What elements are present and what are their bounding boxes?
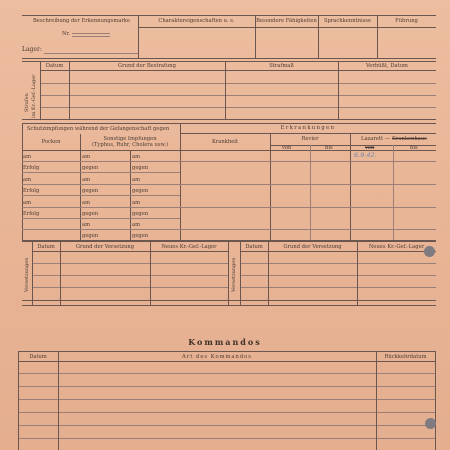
impf-row-line-4 xyxy=(22,195,180,196)
erkr-col-2 xyxy=(350,133,351,241)
impf-col-3 xyxy=(180,123,181,241)
impf-row-line-5 xyxy=(22,207,436,208)
impf-r3-b: gegen xyxy=(82,188,99,194)
impf-r4-c: am xyxy=(132,200,141,206)
impf-r4-b: am xyxy=(82,200,91,206)
strafen-h-strafmass: Strafmaß xyxy=(269,63,294,69)
vers-l-h-grund: Grund der Versetzung xyxy=(75,244,135,250)
strafen-col-2 xyxy=(225,61,226,120)
vers-r-h-datum: Datum xyxy=(245,244,263,250)
vers-l-row-3 xyxy=(32,287,228,288)
impf-r6-c: am xyxy=(132,222,141,228)
vers-r-col-2 xyxy=(357,241,358,305)
impf-header: Schutzimpfungen während der Gefangenschaft gegen xyxy=(27,126,170,132)
header-charakter: Charaktereigenschaften u. s. xyxy=(158,18,235,24)
vers-side-label-left: Versetzungen xyxy=(24,257,30,292)
erkr-revier: Revier xyxy=(301,136,319,142)
vers-l-col-2 xyxy=(150,241,151,305)
strafen-h-grund: Grund der Bestrafung xyxy=(118,63,176,69)
komm-col-0 xyxy=(18,351,19,450)
vers-l-col-1 xyxy=(60,241,61,305)
strafen-side-label-2: im Kr.-Gef.-Lager xyxy=(31,74,37,118)
vers-bottom-2 xyxy=(22,305,436,306)
vers-r-col-0 xyxy=(240,241,241,305)
impf-col-pocken: Pocken xyxy=(41,139,61,145)
komm-h-datum: Datum xyxy=(29,354,47,360)
impf-r5-b: gegen xyxy=(82,211,99,217)
impf-top xyxy=(22,123,436,124)
komm-row-2 xyxy=(18,386,436,387)
nr-line-2 xyxy=(72,36,110,37)
erkr-header: Erkrankungen xyxy=(280,125,336,131)
vers-r-row-2 xyxy=(240,275,436,276)
impf-r2-b: am xyxy=(82,177,91,183)
lazarett-mid xyxy=(393,145,394,241)
impf-r0-a: am xyxy=(23,154,32,160)
impf-r0-b: am xyxy=(82,154,91,160)
vers-r-row-1 xyxy=(240,263,436,264)
impf-r7-c: gegen xyxy=(132,233,149,239)
strafen-col-3 xyxy=(338,61,339,120)
header-sprach: Sprachkenntnisse xyxy=(323,18,372,24)
punch-hole-upper xyxy=(424,246,435,257)
strafen-row-3 xyxy=(40,107,436,108)
label-nr: Nr. xyxy=(62,31,71,37)
impf-r3-c: gegen xyxy=(132,188,149,194)
impf-r1-b: gegen xyxy=(82,165,99,171)
vers-right-header-line xyxy=(240,251,436,252)
komm-col-1 xyxy=(58,351,59,450)
impf-row-line-7 xyxy=(22,229,436,230)
top-header-line xyxy=(138,27,436,28)
erkr-lazarett-von: von xyxy=(365,145,375,151)
komm-row-6 xyxy=(18,438,436,439)
punch-hole-lower xyxy=(425,418,436,429)
impf-row-line-6 xyxy=(22,218,180,219)
erkr-revier-bis: bis xyxy=(325,145,333,151)
label-beschreibung: Beschreibung der Erkennungsmarke xyxy=(33,18,131,24)
impf-col-sonstige-2: (Typhus, Ruhr, Cholera usw.) xyxy=(91,142,169,148)
vers-r-h-grund: Grund der Versetzung xyxy=(283,244,342,250)
komm-h-rueckkehr: Rückkehrdatum xyxy=(384,354,427,360)
komm-col-2 xyxy=(376,351,377,450)
impf-r3-a: Erfolg xyxy=(23,188,40,194)
impf-r2-a: am xyxy=(23,177,32,183)
impf-col-1 xyxy=(80,134,81,241)
vers-r-col-1 xyxy=(268,241,269,305)
impf-r5-c: gegen xyxy=(132,211,149,217)
vers-l-col-0 xyxy=(32,241,33,305)
erkr-krankheit: Krankheit xyxy=(211,139,239,145)
impf-col-sonstige-1: Sonstige Impfungen xyxy=(103,136,157,142)
strafen-h-datum: Datum xyxy=(45,63,64,69)
strafen-row-1 xyxy=(40,83,436,84)
lager-line xyxy=(44,53,138,54)
komm-row-1 xyxy=(18,373,436,374)
vers-l-row-2 xyxy=(32,275,228,276)
impf-r1-a: Erfolg xyxy=(23,165,40,171)
erkr-lazarett: Lazarett — xyxy=(361,136,390,142)
vers-l-col-3 xyxy=(228,241,229,305)
impf-r7-b: gegen xyxy=(82,233,99,239)
strafen-row-2 xyxy=(40,95,436,96)
vers-l-h-lager: Neues Kr.-Gef.-Lager xyxy=(161,244,217,250)
impf-r4-a: am xyxy=(23,200,32,206)
vers-l-row-1 xyxy=(32,263,228,264)
komm-row-3 xyxy=(18,399,436,400)
label-lager: Lager: xyxy=(22,46,42,53)
komm-row-5 xyxy=(18,425,436,426)
erkr-col-1 xyxy=(270,133,271,241)
nr-line-1 xyxy=(72,33,110,34)
impf-r6-b: am xyxy=(82,222,91,228)
vers-side-label-right: Versetzungen xyxy=(231,257,237,292)
impf-r1-c: gegen xyxy=(132,165,149,171)
komm-col-3 xyxy=(435,351,436,450)
erkr-revier-von: von xyxy=(282,145,292,151)
impf-r2-c: am xyxy=(132,177,141,183)
header-faehigkeiten: Besondere Fähigkeiten xyxy=(256,18,317,24)
vers-r-row-3 xyxy=(240,287,436,288)
strafen-side-label-1: Strafen xyxy=(24,93,30,112)
strafen-top xyxy=(22,61,436,62)
strafen-col-0 xyxy=(40,61,41,120)
erkr-lazarett-bis: bis xyxy=(410,145,418,151)
revier-mid xyxy=(310,145,311,241)
strafen-col-1 xyxy=(69,61,70,120)
impf-r0-c: am xyxy=(132,154,141,160)
top-border xyxy=(22,15,436,16)
impf-r5-a: Erfolg xyxy=(23,211,40,217)
impf-row-line-2 xyxy=(22,172,180,173)
vers-l-h-datum: Datum xyxy=(37,244,55,250)
erkr-header-line xyxy=(180,133,436,134)
kommandos-title: Kommandos xyxy=(188,337,262,347)
vers-r-h-lager: Neues Kr.-Gef.-Lager xyxy=(368,244,425,250)
komm-header-line xyxy=(18,361,436,362)
vers-top xyxy=(22,241,436,242)
komm-top xyxy=(18,351,436,352)
top-bottom-line xyxy=(22,58,436,59)
komm-h-art: Art des Kommandos xyxy=(182,354,252,360)
erkr-krankenhaus: Krankenhaus xyxy=(392,136,427,142)
komm-row-4 xyxy=(18,412,436,413)
vers-bottom xyxy=(22,300,436,301)
strafen-header-line xyxy=(40,70,436,71)
strafen-h-verbuesst: Verbüßt, Datum xyxy=(366,63,408,69)
handwritten-date: 6.9.42. xyxy=(354,151,377,159)
impf-row-line-1 xyxy=(22,161,436,162)
vers-left-header-line xyxy=(32,251,228,252)
header-fuehrung: Führung xyxy=(395,18,418,24)
impf-row-line-3 xyxy=(22,184,436,185)
strafen-bottom xyxy=(22,119,436,120)
